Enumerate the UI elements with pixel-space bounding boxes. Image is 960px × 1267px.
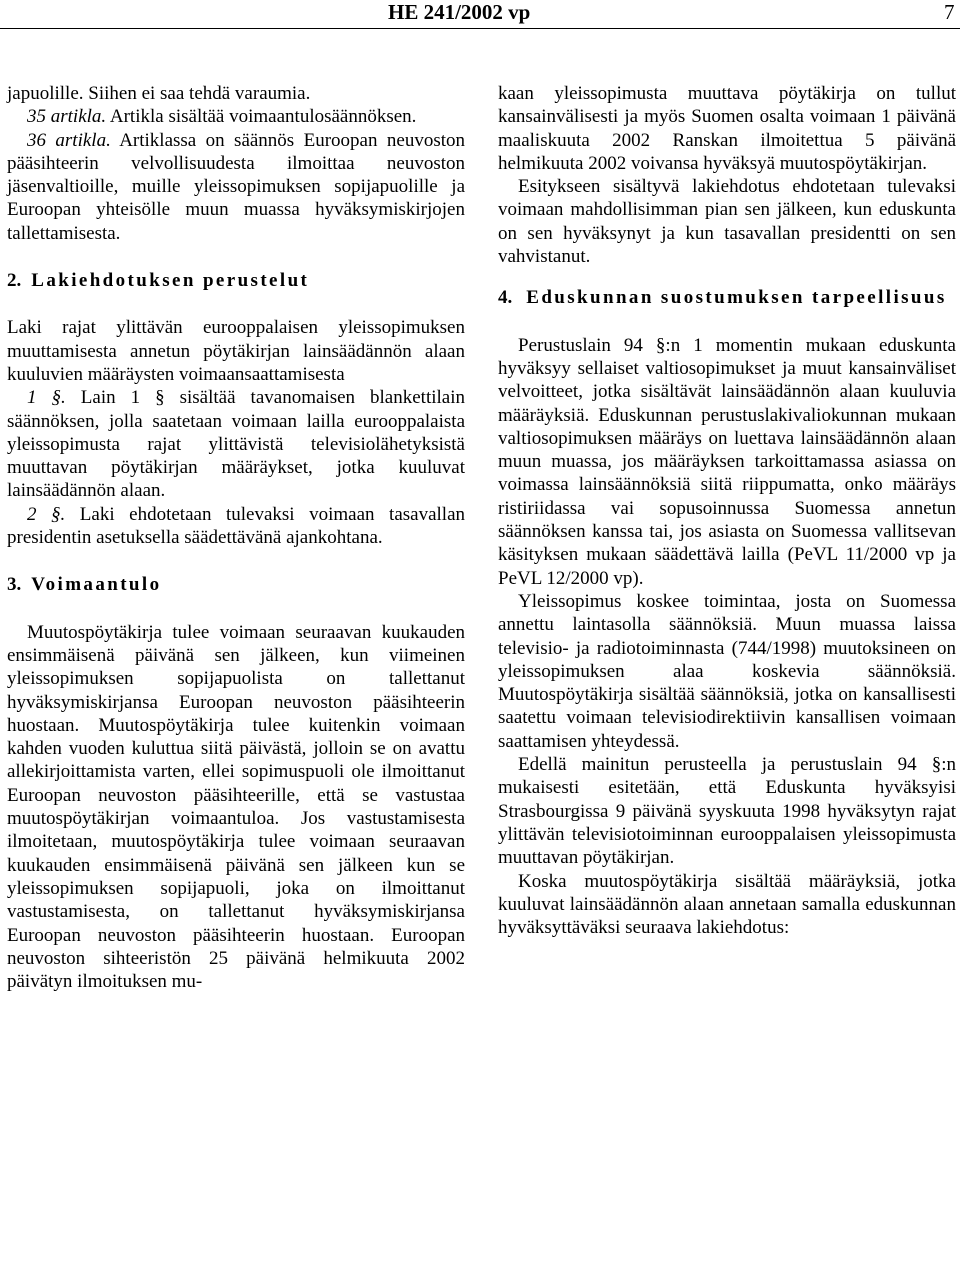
section-number: 4.: [498, 287, 513, 309]
article-text: Artiklassa on säännös Euroopan neuvoston pääsihteerin velvollisuudesta ilmoittaa neuvoston jäsenvaltioille, muille yleissopimuksen sopijapuolille ja Euroopan yhteisölle muun muassa hyväksymiskirjojen tallettamisesta.: [7, 129, 465, 244]
article-35-paragraph: [7, 105, 465, 128]
right-column: [498, 82, 956, 939]
paragraph: Edellä mainitun perusteella ja perustuslain 94 §:n mukaisesti esitetään, että Eduskunta hyväksyisi Strasbourgissa 9 päivänä syyskuuta 1998 hyväksytyn rajat ylittävän televisiotoiminnan eurooppalaisen yleissopimusta muuttavan pöytäkirjan.: [498, 754, 956, 869]
section-text: Lain 1 § sisältää tavanomaisen blankettilain säännöksen, jolla saatetaan voimaan lailla eurooppalaista yleissopimusta rajat ylittävistä televisiolähetyksistä muuttavan pöytäkirjan määräykset, jotka kuuluvat lainsäädännön alaan.: [7, 387, 465, 502]
section-label: 1 §.: [27, 387, 66, 409]
section-heading-2: [7, 269, 465, 292]
section-number: 2.: [7, 270, 22, 292]
section-title: Lakiehdotuksen perustelut: [31, 270, 310, 292]
paragraph: kaan yleissopimusta muuttava pöytäkirja on tullut kansainvälisesti ja myös Suomen osalta voimaan 1 päivänä maaliskuuta 2002 Ranskan ilmoitettua 5 päivänä helmikuuta 2002 voivansa hyväksyä muutospöytäkirjan.: [498, 83, 956, 174]
section-heading-3: [7, 573, 465, 596]
section-title: Eduskunnan suostumuksen tarpeellisuus: [526, 287, 947, 309]
section-label: 2 §.: [27, 503, 66, 525]
paragraph: Muutospöytäkirja tulee voimaan seuraavan kuukauden ensimmäisenä päivänä sen jälkeen, kun viimeinen yleissopimuksen sopijapuolista on tallettanut hyväksymiskirjansa Euroopan neuvoston pääsihteerin huostaan. Muutospöytäkirja tulee kuitenkin voimaan kahden vuoden kuluttua siitä päivästä, jolloin se on avattu allekirjoittamista varten, ellei sopimuspuoli ole ilmoittanut Euroopan neuvoston pääsihteerille, että se vastustaa muutospöytäkirjan voimaantuloa. Jos vastustamisesta ilmoitetaan, muutospöytäkirja tulee voimaan seuraavan kuukauden ensimmäisenä päivänä sen jälkeen kun se yleissopimuksen sopijapuoli, joka on ilmoittanut vastustamisesta, on tallettanut hyväksymiskirjansa Euroopan neuvoston pääsihteerin huostaan. Euroopan neuvoston sihteeristön 25 päivänä helmikuuta 2002 päivätyn ilmoituksen mu-: [7, 621, 465, 993]
law-title-paragraph: Laki rajat ylittävän eurooppalaisen yleissopimuksen muuttamisesta annetun pöytäkirjan lainsäädännön alaan kuuluvien määräysten voimaansaattamisesta: [7, 317, 465, 385]
paragraph: Koska muutospöytäkirja sisältää määräyksiä, jotka kuuluvat lainsäädännön alaan annetaan samalla eduskunnan hyväksyttäväksi seuraava lakiehdotus:: [498, 870, 956, 939]
article-label: 36 artikla.: [27, 129, 111, 151]
section-2-paragraph: [7, 503, 465, 550]
section-heading-4: [498, 286, 956, 309]
paragraph: Yleissopimus koskee toimintaa, josta on Suomessa annettu laintasolla säännöksiä. Muun muassa laissa televisio- ja radiotoiminnasta (744/1998) muutoksineen on yleissopimuksen alaa koskevia säännöksiä. Muutospöytäkirja sisältää säännöksiä, jotka on kansallisesti saatettu voimaan televisiodirektiivin kansallisen voimaan saattamisen yhteydessä.: [498, 590, 956, 752]
section-number: 3.: [7, 574, 22, 596]
section-1-paragraph: [7, 386, 465, 502]
article-36-paragraph: [7, 129, 465, 245]
page-number: 7: [944, 0, 955, 24]
section-title: Voimaantulo: [31, 574, 162, 596]
paragraph: japuolille. Siihen ei saa tehdä varaumia.: [7, 83, 311, 104]
left-column: [7, 82, 465, 993]
section-text: Laki ehdotetaan tulevaksi voimaan tasavallan presidentin asetuksella säädettävänä ajankohtana.: [7, 503, 466, 549]
page-header: [0, 0, 960, 24]
document-id: HE 241/2002 vp: [388, 0, 531, 24]
paragraph: Perustuslain 94 §:n 1 momentin mukaan eduskunta hyväksyy sellaiset valtiosopimukset ja muut kansainväliset velvoitteet, jotka sisältävät lainsäädännön alaan kuuluvia määräyksiä. Eduskunnan perustuslakivaliokunnan mukaan valtiosopimuksen määräys on luettava lainsäädännön alaan muun muassa, jos määräyksen tarkoittamassa asiassa on voimassa lainsäännöksiä siitä riippumatta, onko määräys ristiriidassa vai sopusoinnussa Suomessa annetun säännöksen kanssa tai, jos asiasta on Suomessa vallitsevan käsityksen mukaan säädettävä lailla (PeVL 11/2000 vp ja PeVL 12/2000 vp).: [498, 334, 956, 589]
article-label: 35 artikla.: [27, 106, 107, 128]
article-text: Artikla sisältää voimaantulosäännöksen.: [106, 106, 417, 128]
header-divider: [0, 28, 960, 29]
paragraph: Esitykseen sisältyvä lakiehdotus ehdotetaan tulevaksi voimaan mahdollisimman pian sen jälkeen, kun eduskunta on sen hyväksynyt ja kun tasavallan presidentti on sen vahvistanut.: [498, 176, 956, 268]
